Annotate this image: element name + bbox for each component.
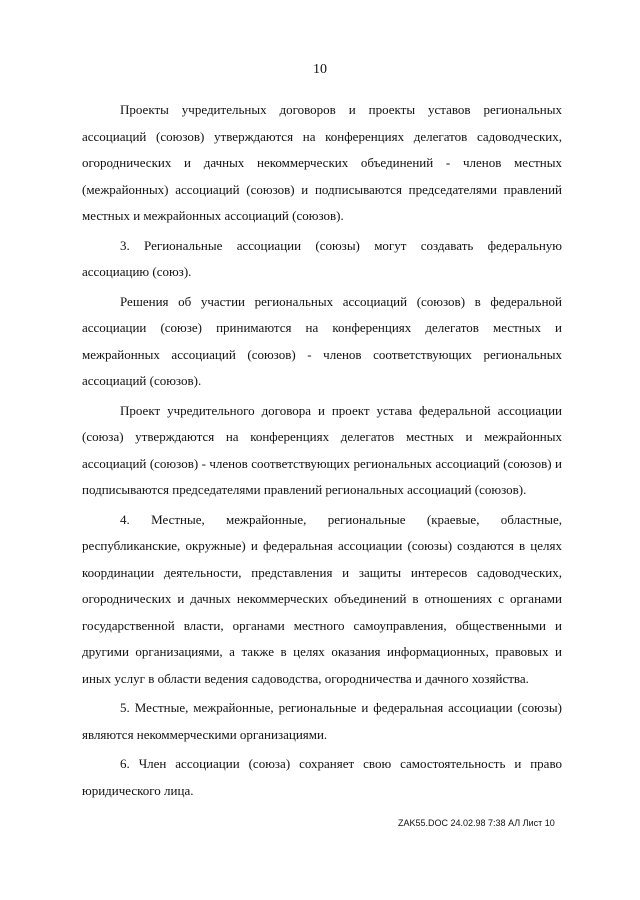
- paragraph: Решения об участии региональных ассоциаций (союзов) в федеральной ассоциации (союзе) принимаются на конференциях делегатов местных и межрайонных ассоциаций (союзов) - членов соответствующих региональных ассоциаций (союзов).: [82, 293, 562, 388]
- page-number: 10: [313, 62, 327, 77]
- paragraph: Проект учредительного договора и проект устава федеральной ассоциации (союза) утверждаются на конференциях делегатов местных и межрайонных ассоциаций (союзов) - членов соответствующих региональных ассоциаций (союзов) и подписываются председателями правлений региональных ассоциаций (союзов).: [82, 402, 562, 497]
- paragraph: Проекты учредительных договоров и проекты уставов региональных ассоциаций (союзов) утверждаются на конференциях делегатов садоводческих, огороднических и дачных некоммерческих объединений - членов местных (межрайонных) ассоциаций (союзов) и подписываются председателями правлений местных и межрайонных ассоциаций (союзов).: [82, 102, 562, 223]
- paragraph: 4. Местные, межрайонные, региональные (краевые, областные, республиканские, окружные) и федеральная ассоциации (союзы) создаются в целях координации деятельности, представления и защиты интересов садоводческих, огороднических и дачных некоммерческих объединений в отношениях с органами государственной власти, органами местного самоуправления, общественными и другими организациями, а также в целях оказания информационных, правовых и иных услуг в области ведения садоводства, огородничества и дачного хозяйства.: [82, 511, 562, 686]
- document-body: [82, 97, 562, 807]
- paragraph: 5. Местные, межрайонные, региональные и федеральная ассоциации (союзы) являются некоммерческими организациями.: [82, 700, 562, 742]
- paragraph: 3. Региональные ассоциации (союзы) могут создавать федеральную ассоциацию (союз).: [82, 237, 562, 279]
- paragraph: 6. Член ассоциации (союза) сохраняет свою самостоятельность и право юридического лица.: [82, 756, 562, 798]
- footer-file-info: ZAK55.DOC 24.02.98 7:38 АЛ Лист 10: [398, 818, 555, 828]
